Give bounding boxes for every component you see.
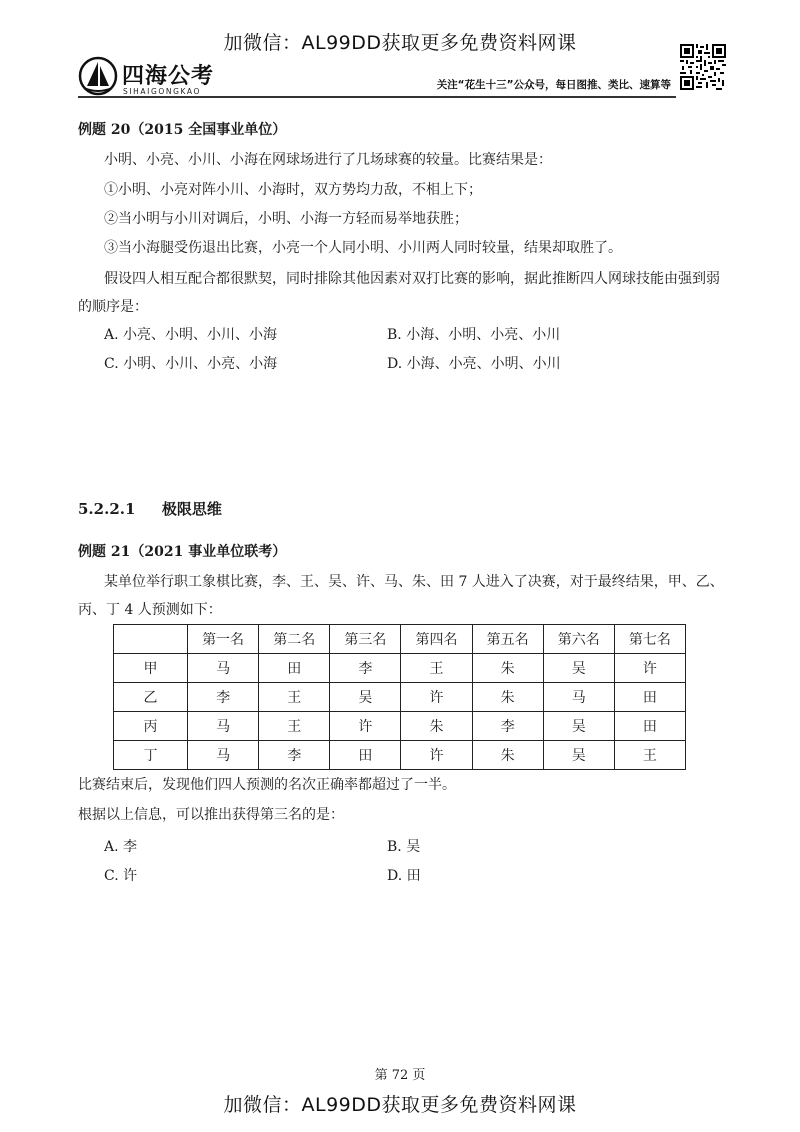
table-cell: 李 xyxy=(259,741,330,770)
example-21-question: 根据以上信息，可以推出获得第三名的是： xyxy=(78,807,344,823)
table-cell: 许 xyxy=(614,654,685,683)
table-cell: 甲 xyxy=(114,654,188,683)
example-20-stem: 小明、小亮、小川、小海在网球场进行了几场球赛的较量。比赛结果是： xyxy=(104,152,552,168)
table-cell: 田 xyxy=(614,712,685,741)
table-cell: 马 xyxy=(188,654,259,683)
table-header-row xyxy=(114,625,686,654)
table-cell: 丁 xyxy=(114,741,188,770)
example-20-option-d: D. 小海、小亮、小明、小川 xyxy=(387,356,561,372)
table-header-cell: 第七名 xyxy=(614,625,685,654)
table-row xyxy=(114,741,686,770)
table-cell: 田 xyxy=(330,741,401,770)
qr-code-icon xyxy=(680,44,726,90)
table-header-cell: 第二名 xyxy=(259,625,330,654)
logo-text: 四海公考 xyxy=(122,64,215,89)
table-cell: 吴 xyxy=(543,654,614,683)
section-number: 5.2.2.1 xyxy=(78,500,136,518)
example-21-stem-line-1: 某单位举行职工象棋比赛，李、王、吴、许、马、朱、田 7 人进入了决赛，对于最终结果，甲、乙、 xyxy=(104,574,724,590)
example-20-question-line-2: 的顺序是： xyxy=(78,299,148,315)
table-cell: 许 xyxy=(401,741,472,770)
header-note: 关注“花生十三”公众号，每日图推、类比、速算等 xyxy=(436,79,671,91)
example-21-stem-line-2: 丙、丁 4 人预测如下： xyxy=(78,602,222,618)
table-row xyxy=(114,654,686,683)
table-cell: 马 xyxy=(188,741,259,770)
table-cell: 王 xyxy=(259,712,330,741)
table-cell: 李 xyxy=(188,683,259,712)
table-header-cell: 第六名 xyxy=(543,625,614,654)
table-header-cell: 第四名 xyxy=(401,625,472,654)
table-cell: 吴 xyxy=(330,683,401,712)
example-20-condition-3: ③当小海腿受伤退出比赛，小亮一个人同小明、小川两人同时较量，结果却取胜了。 xyxy=(104,240,622,256)
table-cell: 许 xyxy=(330,712,401,741)
table-cell: 朱 xyxy=(472,683,543,712)
table-cell: 田 xyxy=(259,654,330,683)
example-20-option-b: B. 小海、小明、小亮、小川 xyxy=(387,327,561,343)
example-21-after-table: 比赛结束后，发现他们四人预测的名次正确率都超过了一半。 xyxy=(78,777,456,793)
table-header-cell: 第三名 xyxy=(330,625,401,654)
table-cell: 马 xyxy=(188,712,259,741)
table-cell: 王 xyxy=(259,683,330,712)
example-21-title: 例题 21（2021 事业单位联考） xyxy=(78,544,287,560)
table-cell: 吴 xyxy=(543,741,614,770)
example-20-title: 例题 20（2015 全国事业单位） xyxy=(78,122,287,138)
table-row xyxy=(114,683,686,712)
sail-logo-icon xyxy=(78,56,118,96)
table-cell: 王 xyxy=(614,741,685,770)
example-20-condition-1: ①小明、小亮对阵小川、小海时，双方势均力敌，不相上下； xyxy=(104,182,482,198)
table-header-cell: 第五名 xyxy=(472,625,543,654)
brand-logo xyxy=(78,56,268,100)
table-header-cell xyxy=(114,625,188,654)
section-heading xyxy=(78,498,222,519)
table-cell: 王 xyxy=(401,654,472,683)
table-cell: 朱 xyxy=(472,654,543,683)
example-20-option-c: C. 小明、小川、小亮、小海 xyxy=(104,356,278,372)
header-divider xyxy=(78,96,676,98)
table-cell: 许 xyxy=(401,683,472,712)
example-20-condition-2: ②当小明与小川对调后，小明、小海一方轻而易举地获胜； xyxy=(104,211,468,227)
section-title: 极限思维 xyxy=(161,500,222,518)
example-21-option-a: A. 李 xyxy=(104,839,138,855)
example-21-option-c: C. 许 xyxy=(104,868,138,884)
example-21-option-b: B. 吴 xyxy=(387,839,421,855)
logo-subtitle: SIHAIGONGKAO xyxy=(123,87,201,96)
table-cell: 田 xyxy=(614,683,685,712)
prediction-table xyxy=(113,624,686,770)
table-cell: 乙 xyxy=(114,683,188,712)
table-cell: 朱 xyxy=(472,741,543,770)
page-number: 第 72 页 xyxy=(374,1068,426,1083)
table-cell: 李 xyxy=(330,654,401,683)
table-cell: 马 xyxy=(543,683,614,712)
table-cell: 丙 xyxy=(114,712,188,741)
example-20-option-a: A. 小亮、小明、小川、小海 xyxy=(104,327,278,343)
table-row xyxy=(114,712,686,741)
table-cell: 吴 xyxy=(543,712,614,741)
bottom-watermark: 加微信：AL99DD获取更多免费资料网课 xyxy=(223,1094,577,1116)
table-header-cell: 第一名 xyxy=(188,625,259,654)
top-watermark: 加微信：AL99DD获取更多免费资料网课 xyxy=(223,32,577,54)
example-20-question-line-1: 假设四人相互配合都很默契，同时排除其他因素对双打比赛的影响，据此推断四人网球技能由强到弱 xyxy=(104,271,720,287)
table-cell: 李 xyxy=(472,712,543,741)
example-21-option-d: D. 田 xyxy=(387,868,421,884)
table-cell: 朱 xyxy=(401,712,472,741)
